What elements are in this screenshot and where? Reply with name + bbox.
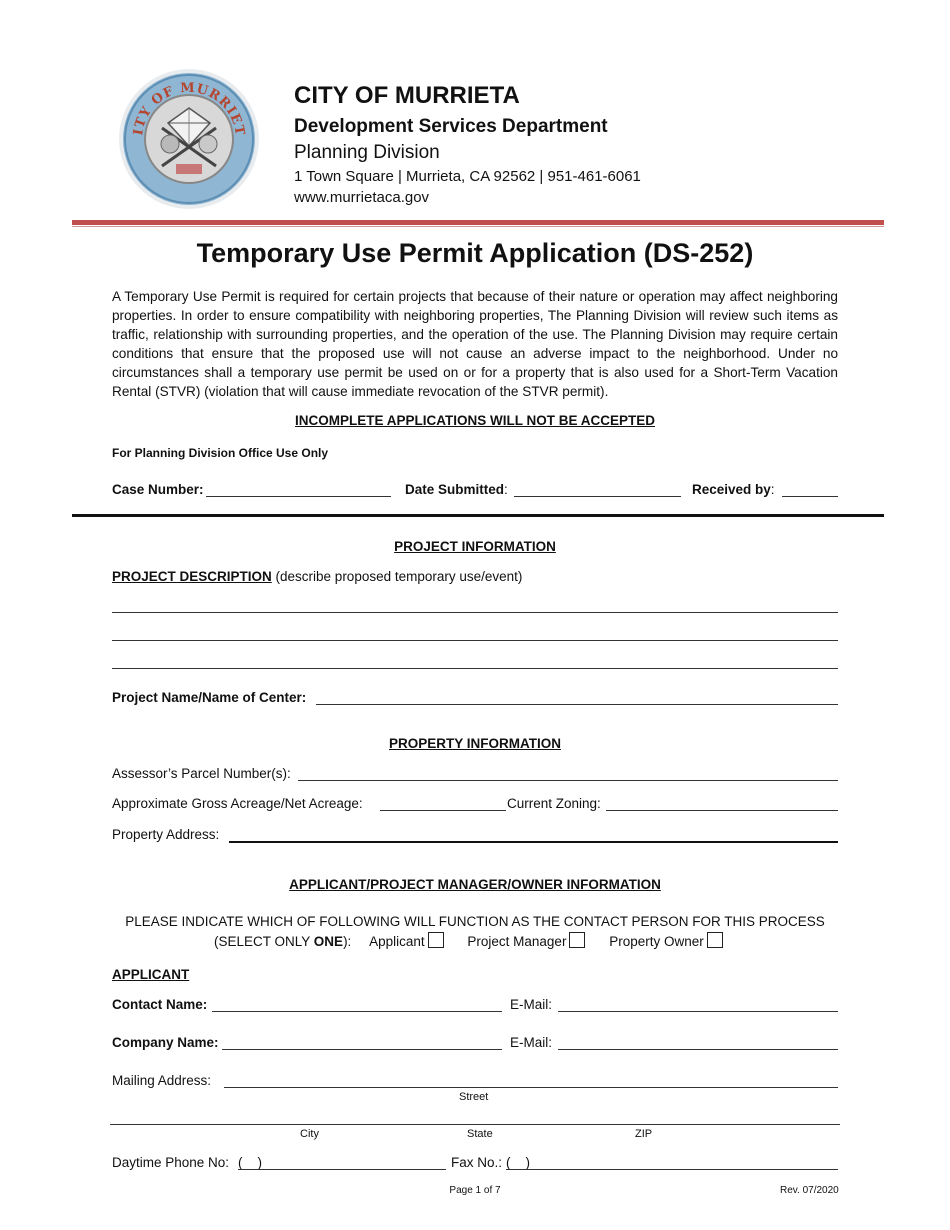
page-number: Page 1 of 7 [449,1185,501,1196]
select-one-text: ONE [313,934,344,949]
project-description-title: PROJECT DESCRIPTION [112,569,272,584]
apn-label: Assessor’s Parcel Number(s): [112,766,291,781]
contact-name-field[interactable] [212,1011,502,1012]
date-submitted-text: Date Submitted [405,482,505,497]
company-name-label: Company Name: [112,1035,219,1050]
project-description-hint: (describe proposed temporary use/event) [271,569,523,584]
division-name: Planning Division [294,142,440,163]
daytime-phone-label: Daytime Phone No: [112,1155,230,1170]
phone-area-code: ( ) [238,1155,262,1170]
project-description-line-1[interactable] [112,612,838,613]
acreage-label: Approximate Gross Acreage/Net Acreage: [112,796,363,811]
date-submitted-label [405,482,508,497]
received-by-field[interactable] [782,496,838,497]
fax-area-code: ( ) [506,1155,530,1170]
option-project-manager-label: Project Manager [467,934,567,949]
date-submitted-colon: : [504,482,508,497]
city-website-link[interactable]: www.murrietaca.gov [294,189,430,206]
daytime-phone-field[interactable] [238,1169,446,1170]
option-property-owner-checkbox[interactable] [707,932,723,948]
apn-field[interactable] [298,780,838,781]
city-state-zip-field[interactable] [110,1124,840,1125]
option-applicant-label: Applicant [369,934,425,949]
contact-email-label: E-Mail: [510,997,553,1012]
select-prefix: (SELECT ONLY [214,934,314,949]
fax-label: Fax No.: [451,1155,503,1170]
zip-caption: ZIP [635,1128,653,1140]
contact-selection-row [214,932,723,949]
case-number-label: Case Number: [112,482,204,497]
header-divider-shadow [72,226,884,227]
received-by-colon: : [770,482,775,497]
incomplete-notice: INCOMPLETE APPLICATIONS WILL NOT BE ACCEPTED [294,413,655,428]
project-info-heading: PROJECT INFORMATION [394,539,556,554]
mailing-address-label: Mailing Address: [112,1073,212,1088]
page-title: Temporary Use Permit Application (DS-252) [196,238,754,268]
property-address-label: Property Address: [112,827,220,842]
intro-paragraph: A Temporary Use Permit is required for certain projects that because of their nature or operation may affect neighboring properties. In order to ensure compatibility with neighboring properties, The Planning Division will review such items as traffic, relationship with surrounding properties, and the operation of the use. The Planning Division may require certain conditions that ensure that the proposed use will not cause an adverse impact to the neighborhood. Under no circumstances shall a temporary use permit be used on or for a property that is also used for a Short-Term Vacation Rental (STVR) (violation that will cause immediate revocation of the STVR permit). [112,289,838,399]
company-name-field[interactable] [222,1049,502,1050]
city-caption: City [300,1128,319,1140]
applicant-info-heading: APPLICANT/PROJECT MANAGER/OWNER INFORMATION [289,877,661,892]
department-name: Development Services Department [294,116,608,137]
city-address: 1 Town Square | Murrieta, CA 92562 | 951-461-6061 [294,168,641,185]
header-divider [72,220,884,225]
current-zoning-label: Current Zoning: [507,796,601,811]
property-address-field[interactable] [229,841,838,843]
contact-email-field[interactable] [558,1011,838,1012]
applicant-heading: APPLICANT [112,967,190,982]
option-applicant-checkbox[interactable] [428,932,444,948]
property-info-heading: PROPERTY INFORMATION [388,736,561,751]
received-by-label [692,482,775,497]
project-name-field[interactable] [316,704,838,705]
section-divider [72,514,884,517]
company-email-label: E-Mail: [510,1035,553,1050]
svg-text:CITY OF MURRIETA: ITY OF MURRIET [131,80,248,137]
office-use-heading: For Planning Division Office Use Only [112,446,329,460]
project-description-line-3[interactable] [112,668,838,669]
fax-field[interactable] [506,1169,838,1170]
date-submitted-field[interactable] [514,496,681,497]
city-name: CITY OF MURRIETA [294,82,520,109]
city-seal-logo [118,68,260,210]
project-description-line-2[interactable] [112,640,838,641]
select-suffix: ): [343,934,352,949]
contact-person-prompt: PLEASE INDICATE WHICH OF FOLLOWING WILL FUNCTION AS THE CONTACT PERSON FOR THIS PROCESS [125,914,825,929]
option-property-owner-label: Property Owner [609,934,704,949]
state-caption: State [467,1128,493,1140]
revision-date: Rev. 07/2020 [780,1185,839,1196]
street-caption: Street [459,1091,489,1103]
contact-name-label: Contact Name: [112,997,208,1012]
case-number-field[interactable] [206,496,391,497]
received-by-text: Received by [692,482,771,497]
current-zoning-field[interactable] [606,810,838,811]
company-email-field[interactable] [558,1049,838,1050]
acreage-field[interactable] [380,810,506,811]
project-description-label [112,569,522,584]
option-project-manager-checkbox[interactable] [569,932,585,948]
project-name-label: Project Name/Name of Center: [112,690,307,705]
mailing-street-field[interactable] [224,1087,838,1088]
